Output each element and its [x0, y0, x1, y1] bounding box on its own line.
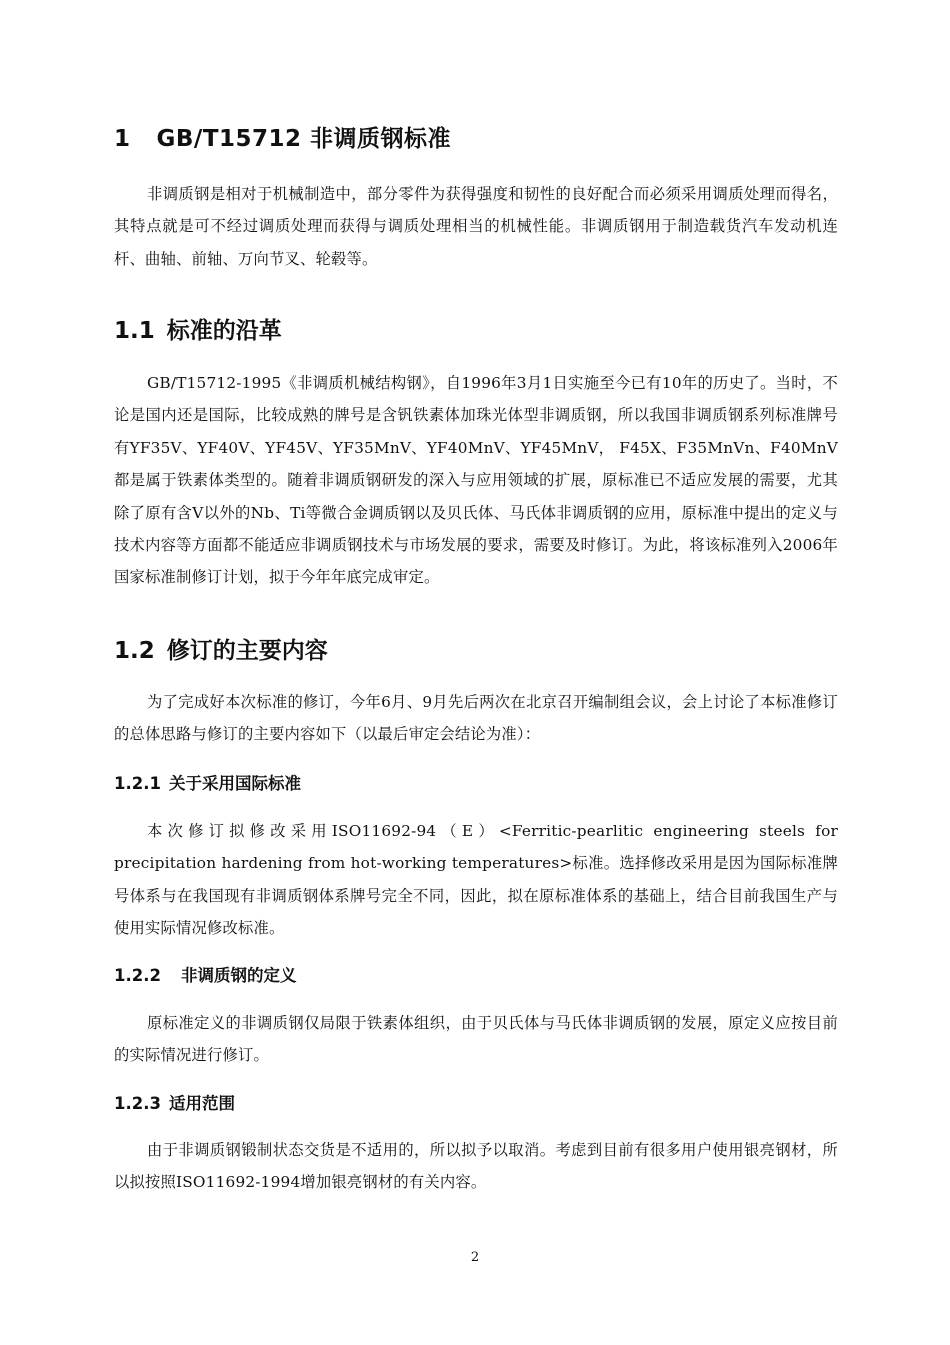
section-title: 修订的主要内容 — [166, 638, 328, 664]
section-title: 关于采用国际标准 — [168, 774, 301, 793]
section-1-2-2-heading — [114, 962, 296, 986]
section-title: GB/T15712 非调质钢标准 — [156, 126, 452, 152]
section-1-2-heading — [114, 632, 328, 665]
section-1-2-2-paragraph: 原标准定义的非调质钢仅局限于铁素体组织，由于贝氏体与马氏体非调质钢的发展，原定义应按目前的实际情况进行修订。 — [114, 1014, 838, 1065]
section-number: 1.2.1 — [114, 774, 161, 793]
section-number: 1.2.3 — [114, 1094, 161, 1113]
section-title: 标准的沿革 — [166, 318, 282, 344]
section-number: 1.2.2 — [114, 966, 161, 985]
section-title: 适用范围 — [168, 1094, 235, 1113]
section-1-2-1-heading — [114, 770, 301, 794]
section-number: 1.1 — [114, 318, 155, 344]
section-1-2-3-heading — [114, 1090, 235, 1114]
section-title: 非调质钢的定义 — [180, 966, 297, 985]
section-1-1-heading — [114, 312, 282, 345]
section-1-heading — [114, 120, 451, 153]
section-1-2-paragraph: 为了完成好本次标准的修订，今年6月、9月先后两次在北京召开编制组会议，会上讨论了本标准修订的总体思路与修订的主要内容如下（以最后审定会结论为准）： — [114, 693, 838, 744]
section-1-2-3-paragraph: 由于非调质钢锻制状态交货是不适用的，所以拟予以取消。考虑到目前有很多用户使用银亮钢材，所以拟按照ISO11692-1994增加银亮钢材的有关内容。 — [114, 1141, 838, 1192]
section-number: 1 — [114, 126, 131, 152]
section-number: 1.2 — [114, 638, 155, 664]
section-1-2-1-paragraph: 本次修订拟修改采用ISO11692-94（E）<Ferritic-pearlitic engineering steels for precipitation hardening from hot-working temperatures>标准。选择修改采用是因为国际标准牌号体系与在我国现有非调质钢体系牌号完全不同，因此，拟在原标准体系的基础上，结合目前我国生产与使用实际情况修改标准。 — [114, 822, 838, 938]
page-number: 2 — [470, 1250, 480, 1265]
section-1-1-paragraph: GB/T15712-1995《非调质机械结构钢》，自1996年3月1日实施至今已有10年的历史了。当时，不论是国内还是国际，比较成熟的牌号是含钒铁素体加珠光体型非调质钢，所以我国非调质钢系列标准牌号有YF35V、YF40V、YF45V、YF35MnV、YF40MnV、YF45MnV， F45X、F35MnVn、F40MnV都是属于铁素体类型的。随着非调质钢研发的深入与应用领域的扩展，原标准已不适应发展的需要，尤其除了原有含V以外的Nb、Ti等微合金调质钢以及贝氏体、马氏体非调质钢的应用，原标准中提出的定义与技术内容等方面都不能适应非调质钢技术与市场发展的要求，需要及时修订。为此，将该标准列入2006年国家标准制修订计划，拟于今年年底完成审定。 — [114, 374, 838, 587]
section-1-paragraph: 非调质钢是相对于机械制造中，部分零件为获得强度和韧性的良好配合而必须采用调质处理而得名，其特点就是可不经过调质处理而获得与调质处理相当的机械性能。非调质钢用于制造载货汽车发动机连杆、曲轴、前轴、万向节叉、轮毂等。 — [114, 185, 838, 268]
